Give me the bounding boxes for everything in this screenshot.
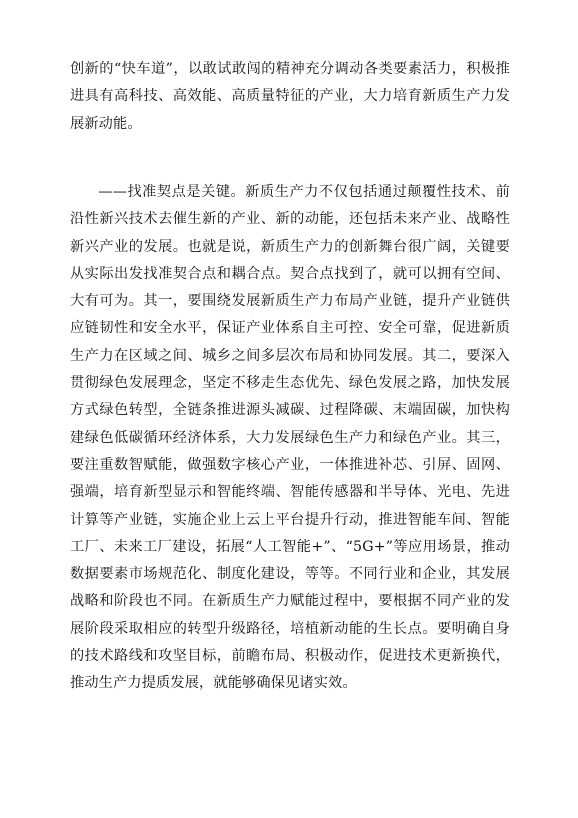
paragraph-continuation: 创新的“快车道”，以敢试敢闯的精神充分调动各类要素活力，积极推进具有高科技、高效能、高质量特征的产业，大力培育新质生产力发展新动能。	[70, 61, 510, 132]
paragraph-key-point: ——找准契点是关键。新质生产力不仅包括通过颠覆性技术、前沿性新兴技术去催生新的产业、新的动能，还包括未来产业、战略性新兴产业的发展。也就是说，新质生产力的创新舞台很广阔，关键要从实际出发找准契合点和耦合点。契合点找到了，就可以拥有空间、大有可为。其一，要围绕发展新质生产力布局产业链，提升产业链供应链韧性和安全水平，保证产业体系自主可控、安全可靠，促进新质生产力在区域之间、城乡之间多层次布局和协同发展。其二，要深入贯彻绿色发展理念，坚定不移走生态优先、绿色发展之路，加快发展方式绿色转型，全链条推进源头减碳、过程降碳、末端固碳，加快构建绿色低碳循环经济体系，大力发展绿色生产力和绿色产业。其三，要注重数智赋能，做强数字核心产业，一体推进补芯、引屏、固网、强端，培育新型显示和智能终端、智能传感器和半导体、光电、先进计算等产业链，实施企业上云上平台提升行动，推进智能车间、智能工厂、未来工厂建设，拓展“人工智能+”、“5G+”等应用场景，推动数据要素市场规范化、制度化建设，等等。不同行业和企业，其发展战略和阶段也不同。在新质生产力赋能过程中，要根据不同产业的发展阶段采取相应的转型升级路径，培植新动能的生长点。要明确自身的技术路线和攻坚目标，前瞻布局、积极动作，促进技术更新换代，推动生产力提质发展，就能够确保见诸实效。	[70, 184, 510, 692]
